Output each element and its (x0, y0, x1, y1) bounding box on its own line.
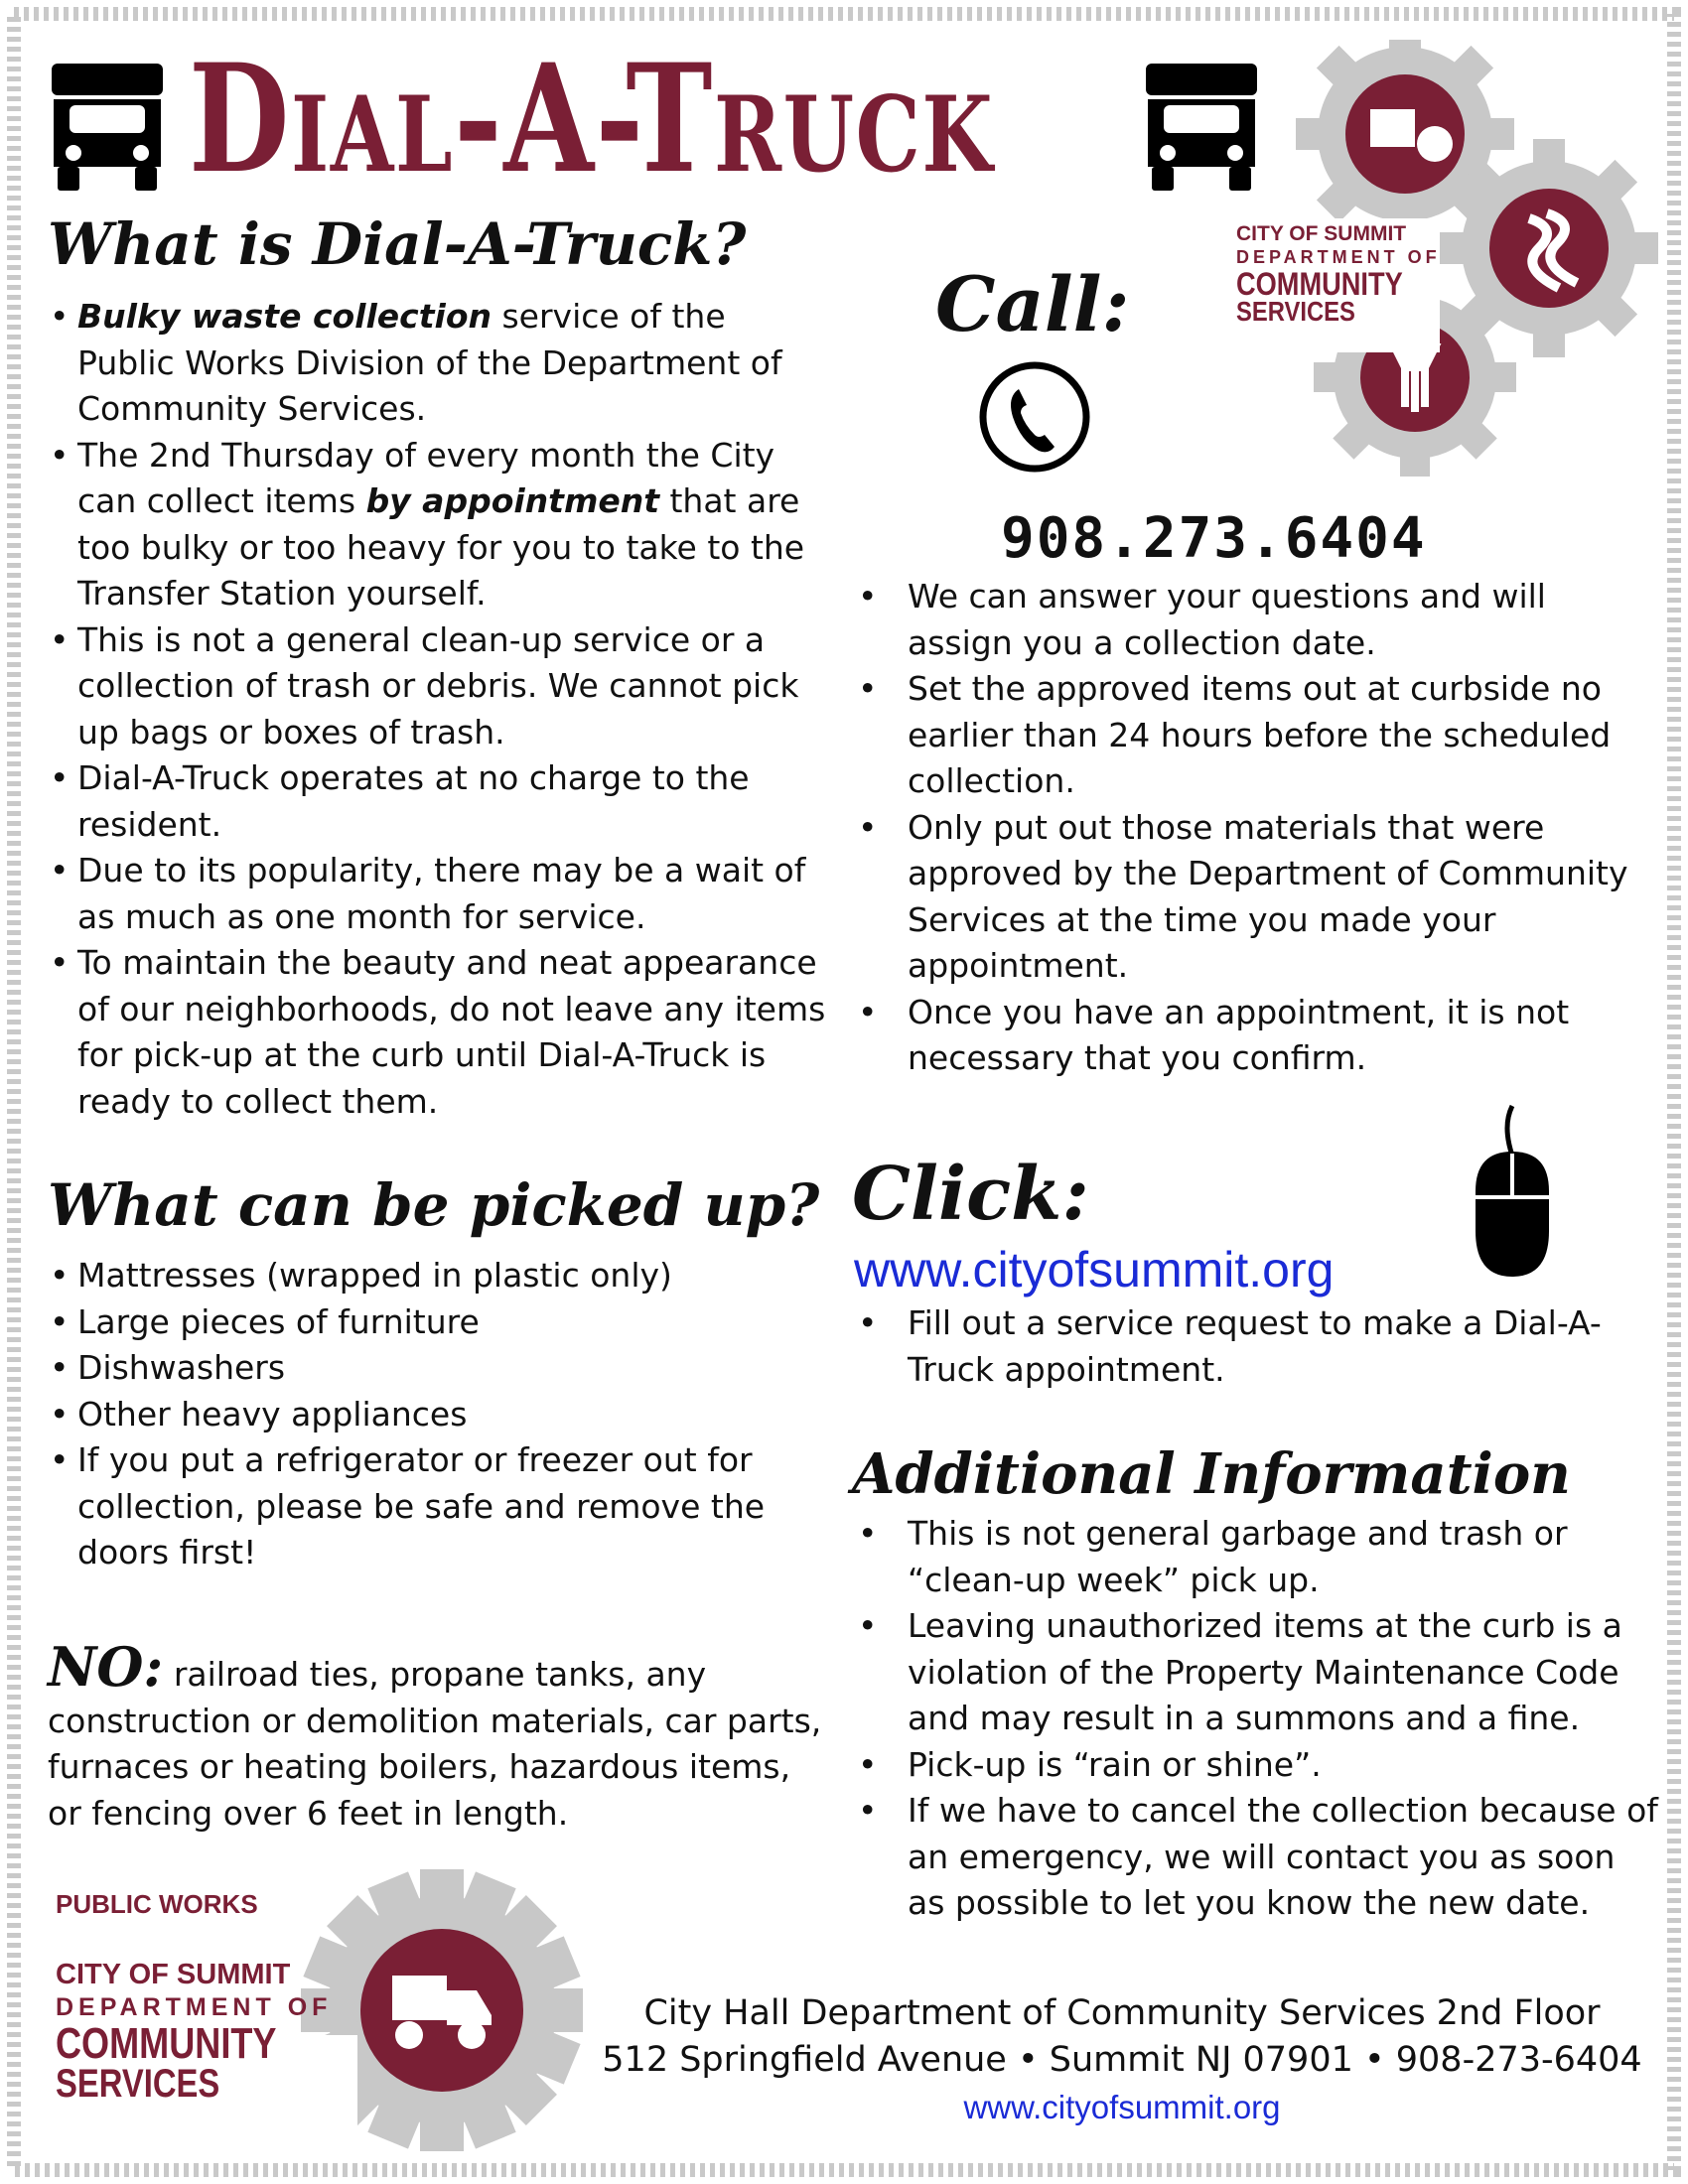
logo-city: CITY OF SUMMIT (56, 1959, 291, 1990)
list-item: • Fill out a service request to make a Dial-A-Truck appointment. (856, 1300, 1660, 1393)
list-item: • We can answer your questions and will assign you a collection date. (856, 574, 1660, 666)
list-item (48, 294, 832, 433)
call-list (856, 574, 1660, 1082)
list-item: • Once you have an appointment, it is not necessary that you confirm. (856, 990, 1660, 1082)
phone-icon (975, 357, 1094, 477)
list-item: • Mattresses (wrapped in plastic only) (48, 1253, 832, 1299)
list-item (48, 433, 832, 617)
page-title: Dial-A-Truck (189, 32, 995, 206)
public-works-gear-logo (298, 1866, 586, 2154)
footer-website-link[interactable]: www.cityofsummit.org (963, 2089, 1281, 2125)
call-heading: Call: (935, 260, 1130, 348)
logo-services: SERVICES (56, 2062, 220, 2106)
picked-up-list (48, 1253, 832, 1576)
list-item: • If you put a refrigerator or freezer out for collection, please be safe and remove the doors first! (48, 1437, 832, 1576)
bullet-text: service of the Public Works Division of the Department of Community Services. (77, 297, 782, 428)
public-works-label: PUBLIC WORKS (56, 1889, 258, 1919)
list-item: • Leaving unauthorized items at the curb is a violation of the Property Maintenance Code and may result in a summons and a fine. (856, 1603, 1660, 1742)
no-section (48, 1635, 832, 1837)
picked-up-heading: What can be picked up? (48, 1171, 820, 1239)
list-item: • Due to its popularity, there may be a wait of as much as one month for service. (48, 848, 832, 940)
bottom-logo-text (56, 1961, 332, 2104)
logo-community: COMMUNITY (56, 2019, 277, 2068)
website-link[interactable]: www.cityofsummit.org (854, 1242, 1335, 1297)
list-item: • Set the approved items out at curbside no earlier than 24 hours before the scheduled collection. (856, 666, 1660, 805)
list-item: • Only put out those materials that were approved by the Department of Community Services at the time you made your appointment. (856, 805, 1660, 990)
list-item: • Pick-up is “rain or shine”. (856, 1742, 1660, 1789)
bullet-text: that are too bulky or too heavy for you to take to the Transfer Station yourself. (77, 481, 805, 613)
list-item: • Dishwashers (48, 1345, 832, 1392)
logo-department: DEPARTMENT OF (1236, 247, 1441, 267)
phone-number[interactable]: 908.273.6404 (1001, 506, 1427, 571)
additional-info-heading: Additional Information (852, 1441, 1571, 1507)
bold-text: Bulky waste collection (77, 297, 492, 336)
community-services-logo-text (1236, 223, 1441, 326)
list-item: • This is not a general clean-up service or a collection of trash or debris. We cannot pick up bags or boxes of trash. (48, 617, 832, 756)
what-is-list (48, 294, 832, 1125)
list-item: • Other heavy appliances (48, 1392, 832, 1438)
logo-services: SERVICES (1236, 296, 1355, 327)
list-item: • To maintain the beauty and neat appearance of our neighborhoods, do not leave any items for pick-up at the curb until Dial-A-Truck is ready to collect them. (48, 940, 832, 1125)
list-item: • If we have to cancel the collection because of an emergency, we will contact you as soon as possible to let you know the new date. (856, 1788, 1660, 1927)
list-item: • This is not general garbage and trash or “clean-up week” pick up. (856, 1511, 1660, 1603)
list-item: • Dial-A-Truck operates at no charge to the resident. (48, 755, 832, 848)
no-label: NO: (48, 1635, 164, 1699)
bullet-text: The 2nd Thursday of every month the City can collect items (77, 435, 775, 520)
truck-icon (48, 60, 167, 194)
additional-info-list (856, 1511, 1660, 1927)
logo-city: CITY OF SUMMIT (1236, 222, 1407, 245)
click-list (856, 1300, 1660, 1393)
mouse-icon (1468, 1102, 1557, 1281)
footer-address (596, 1990, 1648, 2130)
bold-text: by appointment (365, 481, 659, 520)
no-text: railroad ties, propane tanks, any construction or demolition materials, car parts, furnaces or heating boilers, hazardous items, or fencing over 6 feet in length. (48, 1655, 822, 1833)
logo-department: DEPARTMENT OF (56, 1993, 333, 2021)
what-is-heading: What is Dial-A-Truck? (48, 210, 747, 278)
logo-community: COMMUNITY (1236, 266, 1403, 302)
click-heading: Click: (852, 1152, 1089, 1237)
footer-line2: 512 Springfield Avenue • Summit NJ 07901 • 908-273-6404 (602, 2040, 1642, 2080)
list-item: • Large pieces of furniture (48, 1299, 832, 1346)
footer-line1: City Hall Department of Community Services 2nd Floor (643, 1993, 1601, 2033)
